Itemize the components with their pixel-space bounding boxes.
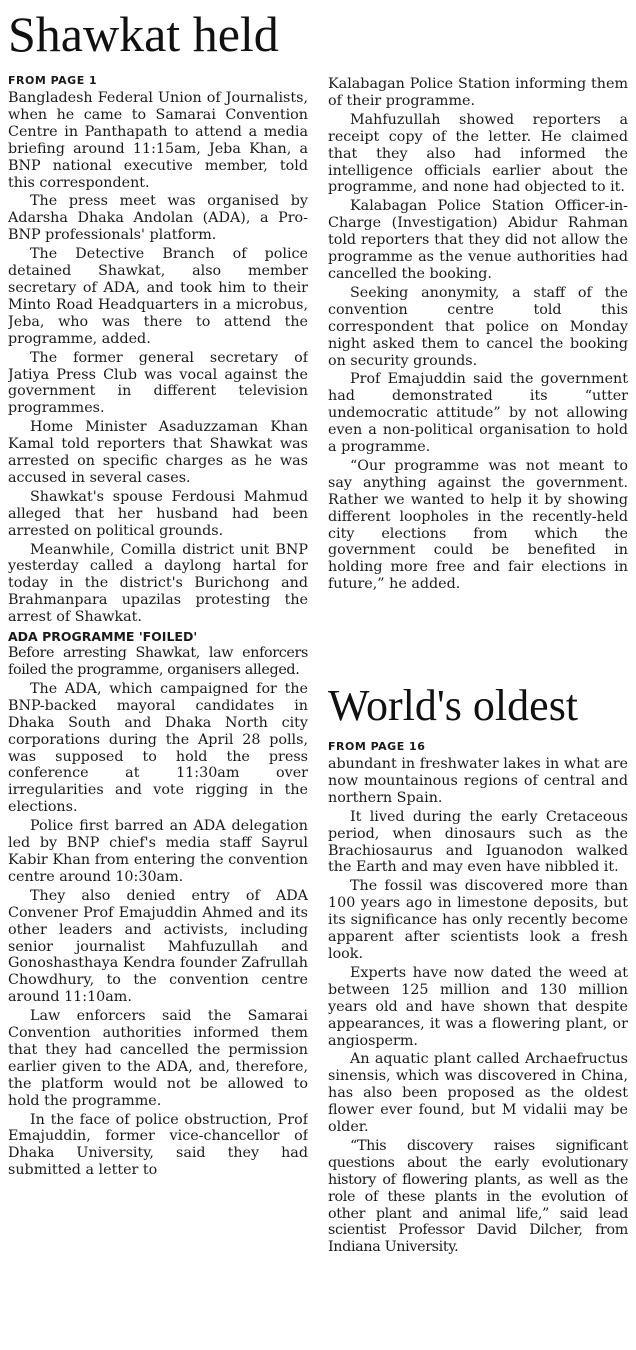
article-worlds-oldest-column xyxy=(328,740,628,1346)
paragraph: The ADA, which campaigned for the BNP-backed mayoral candidates in Dhaka South and Dhaka North city corporations during the April 28 polls, was supposed to hold the press conference at 11:30am over irregularities and vote rigging in the elections. xyxy=(8,680,308,816)
paragraph: Police first barred an ADA delegation led by BNP chief's media staff Sayrul Kabir Khan from entering the convention centre around 10:30am. xyxy=(8,818,308,885)
paragraph: Meanwhile, Comilla district unit BNP yesterday called a daylong hartal for today in the district's Burichong and Brahmanpara upazilas protesting the arrest of Shawkat. xyxy=(8,541,308,626)
from-page-kicker: FROM PAGE 1 xyxy=(8,74,98,87)
headline-worlds-oldest: World's oldest xyxy=(328,681,579,730)
article-shawkat-column-right xyxy=(328,76,628,676)
paragraph: The former general secretary of Jatiya Press Club was vocal against the government in different television programmes. xyxy=(8,349,308,417)
paragraph: Kalabagan Police Station informing them of their programme. xyxy=(328,76,628,109)
paragraph: “Our programme was not meant to say anything against the government. Rather we wanted to help it by showing different loopholes in the recently-held city elections from which the government could be benefited in holding more free and fair elections in future,” he added. xyxy=(328,457,628,593)
paragraph: Experts have now dated the weed at between 125 million and 130 million years old and have shown that despite appearances, it was a flowering plant, or angiosperm. xyxy=(328,964,628,1049)
paragraph: Law enforcers said the Samarai Convention authorities informed them that they had cancelled the permission earlier given to the ADA, and, therefore, the platform would not be allowed to hold the programme. xyxy=(8,1008,308,1109)
paragraph: In the face of police obstruction, Prof Emajuddin, former vice-chancellor of Dhaka University, said they had submitted a letter to xyxy=(8,1111,308,1179)
paragraph: Home Minister Asaduzzaman Khan Kamal told reporters that Shawkat was arrested on specific charges as he was accused in several cases. xyxy=(8,419,308,486)
paragraph: Mahfuzullah showed reporters a receipt copy of the letter. He claimed that they also had informed the intelligence officials earlier about the programme, and none had objected to it. xyxy=(328,111,628,196)
paragraph: The fossil was discovered more than 100 years ago in limestone deposits, but its significance has only recently become apparent after scientists look a fresh look. xyxy=(328,878,628,962)
paragraph: Bangladesh Federal Union of Journalists, when he came to Samarai Convention Centre in Panthapath to attend a media briefing around 11:15am, Jeba Khan, a BNP national executive member, told this correspondent. xyxy=(8,90,308,191)
article-shawkat-column-left xyxy=(8,74,308,1346)
paragraph: An aquatic plant called Archaefructus sinensis, which was discovered in China, has also been proposed as the oldest flower ever found, but M vidalii may be older. xyxy=(328,1051,628,1136)
paragraph: Before arresting Shawkat, law enforcers foiled the programme, organisers alleged. xyxy=(8,645,308,678)
paragraph: They also denied entry of ADA Convener Prof Emajuddin Ahmed and its other leaders and activists, including senior journalist Mahfuzullah and Gonoshasthaya Kendra founder Zafrullah Chowdhury, to the convention centre around 11:10am. xyxy=(8,887,308,1006)
paragraph: abundant in freshwater lakes in what are now mountainous regions of central and northern Spain. xyxy=(328,756,628,806)
paragraph: Shawkat's spouse Ferdousi Mahmud alleged that her husband had been arrested on political grounds. xyxy=(8,488,308,539)
subhead-ada-programme-foiled: ADA PROGRAMME 'FOILED' xyxy=(8,629,198,645)
from-page-kicker: FROM PAGE 16 xyxy=(328,740,426,753)
paragraph: The press meet was organised by Adarsha Dhaka Andolan (ADA), a Pro-BNP professionals' platform. xyxy=(8,193,308,244)
paragraph: It lived during the early Cretaceous period, when dinosaurs such as the Brachiosaurus and Iguanodon walked the Earth and may even have nibbled it. xyxy=(328,808,628,876)
paragraph: “This discovery raises significant questions about the early evolutionary history of flowering plants, as well as the role of these plants in the evolution of other plant and animal life,” said lead scientist Professor David Dilcher, from Indiana University. xyxy=(328,1137,628,1256)
paragraph: Prof Emajuddin said the government had demonstrated its “utter undemocratic attitude” by not allowing even a non-political organisation to hold a programme. xyxy=(328,371,628,456)
headline-shawkat-held: Shawkat held xyxy=(8,6,279,62)
paragraph: The Detective Branch of police detained Shawkat, also member secretary of ADA, and took him to their Minto Road Headquarters in a microbus, Jeba, who was there to attend the programme, added. xyxy=(8,246,308,347)
paragraph: Kalabagan Police Station Officer-in-Charge (Investigation) Abidur Rahman told reporters that they did not allow the programme as the venue authorities had cancelled the booking. xyxy=(328,198,628,282)
paragraph: Seeking anonymity, a staff of the convention centre told this correspondent that police on Monday night asked them to cancel the booking on security grounds. xyxy=(328,284,628,369)
